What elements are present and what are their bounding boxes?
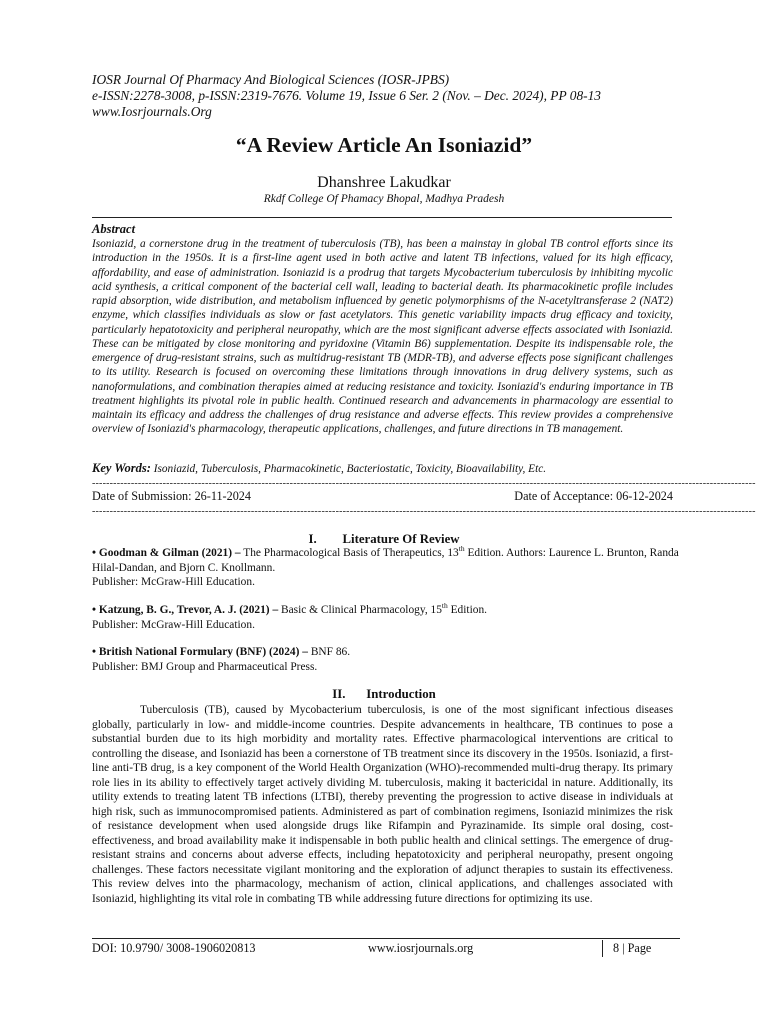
journal-name: IOSR Journal Of Pharmacy And Biological Sciences (IOSR-JPBS) [92,72,450,87]
section-title: Literature Of Review [342,532,460,546]
journal-website: www.Iosrjournals.Org [92,104,212,119]
keywords-label: Key Words: [92,461,151,475]
page-footer [92,940,680,957]
reference-publisher: Publisher: McGraw-Hill Education. [92,576,255,588]
reference-entry [92,546,682,590]
keywords-line [92,461,673,476]
reference-title: The Pharmacological Basis of Therapeutics, 13 [240,547,459,559]
reference-citation: • British National Formulary (BNF) (2024) – [92,646,308,658]
reference-entry [92,645,682,674]
reference-title: BNF 86. [307,646,351,658]
footer-website: www.iosrjournals.org [368,941,474,955]
section-number: I. [308,532,317,546]
reference-details: Edition. Authors: Laurence L. Brunton, Randa Hilal-Dandan, and Bjorn C. Knollmann. [92,547,679,574]
page-number: 8 | Page [613,941,652,955]
abstract-heading: Abstract [92,222,136,236]
author-affiliation: Rkdf College Of Phamacy Bhopal, Madhya Pradesh [263,193,505,205]
dashed-divider-bottom: -------------------------------------------------------------------------------------------------------------------------------------------------------------------------------------------- [92,506,756,517]
journal-issue-info: e-ISSN:2278-3008, p-ISSN:2319-7676. Volume 19, Issue 6 Ser. 2 (Nov. – Dec. 2024), PP 08-13 [92,88,602,103]
footer-doi: DOI: 10.9790/ 3008-1906020813 [92,941,256,955]
abstract-body: Isoniazid, a cornerstone drug in the treatment of tuberculosis (TB), has been a mainstay in global TB control efforts since its introduction in the 1950s. It is a first-line agent used in both active and latent TB infections, valued for its high efficacy, affordability, and ease of administration. Isoniazid is a prodrug that targets Mycobacterium tuberculosis by inhibiting mycolic acid synthesis, a critical component of the bacterial cell wall, leading to bacterial death. Its pharmacokinetic profile includes rapid absorption, wide distribution, and metabolism influenced by genetic polymorphisms of the N-acetyltransferase 2 (NAT2) enzyme, which classifies individuals as slow or fast acetylators. This genetic variability impacts drug efficacy and toxicity, particularly hepatotoxicity and peripheral neuropathy, which are the most significant adverse effects associated with Isoniazid. These can be mitigated by close monitoring and pyridoxine (Vitamin B6) supplementation. Despite its indispensable role, the emergence of drug-resistant strains, such as multidrug-resistant TB (MDR-TB), and adverse effects pose significant challenges to its utility. Research is focused on overcoming these limitations through innovations in drug delivery systems, such as nanoformulations, and combination therapies aimed at reducing resistance and toxicity. Isoniazid's enduring importance in TB treatment highlights its pivotal role in public health. Continued research and advancements in pharmacology are essential to maintain its efficacy and address the challenges of drug resistance and adverse effects. This review provides a comprehensive overview of Isoniazid's pharmacology, therapeutic applications, challenges, and future directions in TB management. [92,238,673,436]
footer-rule [92,938,680,939]
author-name: Dhanshree Lakudkar [317,174,451,191]
keywords-list: Isoniazid, Tuberculosis, Pharmacokinetic, Bacteriostatic, Toxicity, Bioavailability, Etc. [153,463,547,475]
introduction-paragraph: Tuberculosis (TB), caused by Mycobacterium tuberculosis, is one of the most significant infectious diseases globally, particularly in low- and middle-income countries. Despite advancements in healthcare, TB continues to pose a substantial burden due to its high morbidity and mortality rates. Effective pharmacological interventions are critical to controlling the disease, and Isoniazid has been a cornerstone of TB treatment since its discovery in the 1950s. Isoniazid, a first-line anti-TB drug, is a key component of the World Health Organization (WHO)-recommended multi-drug therapy. Its primary role lies in its ability to effectively target actively dividing M. tuberculosis, making it bactericidal in nature. Additionally, its utility extends to treating latent TB infections (LTBI), thereby preventing the progression to active disease in individuals at high risk, such as immunocompromised patients. Administered as part of combination regimens, Isoniazid minimizes the risk of resistance development when used alongside drugs like Rifampin and Pyrazinamide. Its simple oral dosing, cost-effectiveness, and broad availability make it indispensable in both public health and clinical settings. The emergence of drug-resistant strains and concerns about adverse effects, including hepatotoxicity and peripheral neuropathy, present ongoing challenges. These factors necessitate vigilant monitoring and the exploration of adjunct therapies to sustain its effectiveness. This review delves into the pharmacology, mechanism of action, clinical applications, and challenges associated with Isoniazid, highlighting its vital role in combating TB while addressing future directions for optimizing its use. [92,704,673,905]
reference-publisher: Publisher: McGraw-Hill Education. [92,618,255,631]
ordinal-suffix: th [458,544,465,554]
ordinal-suffix: th [441,601,448,611]
reference-title: Basic & Clinical Pharmacology, 15 [278,604,442,616]
reference-publisher: Publisher: BMJ Group and Pharmaceutical Press. [92,660,318,673]
reference-citation: • Goodman & Gilman (2021) – [92,547,241,559]
abstract-top-rule [92,217,672,218]
reference-details: Edition. [447,604,487,616]
footer-separator [602,940,603,957]
date-of-submission: Date of Submission: 26-11-2024 [92,489,251,503]
dashed-divider-top: -------------------------------------------------------------------------------------------------------------------------------------------------------------------------------------------- [92,478,756,489]
section-heading-introduction [0,687,768,702]
section-heading-literature [0,532,768,547]
date-of-acceptance: Date of Acceptance: 06-12-2024 [514,489,673,503]
reference-citation: • Katzung, B. G., Trevor, A. J. (2021) – [92,604,279,616]
submission-dates [92,489,673,504]
article-title: “A Review Article An Isoniazid” [235,133,533,157]
section-title: Introduction [366,687,436,701]
reference-entry [92,603,682,632]
journal-header [92,72,692,120]
section-number: II. [332,687,346,701]
